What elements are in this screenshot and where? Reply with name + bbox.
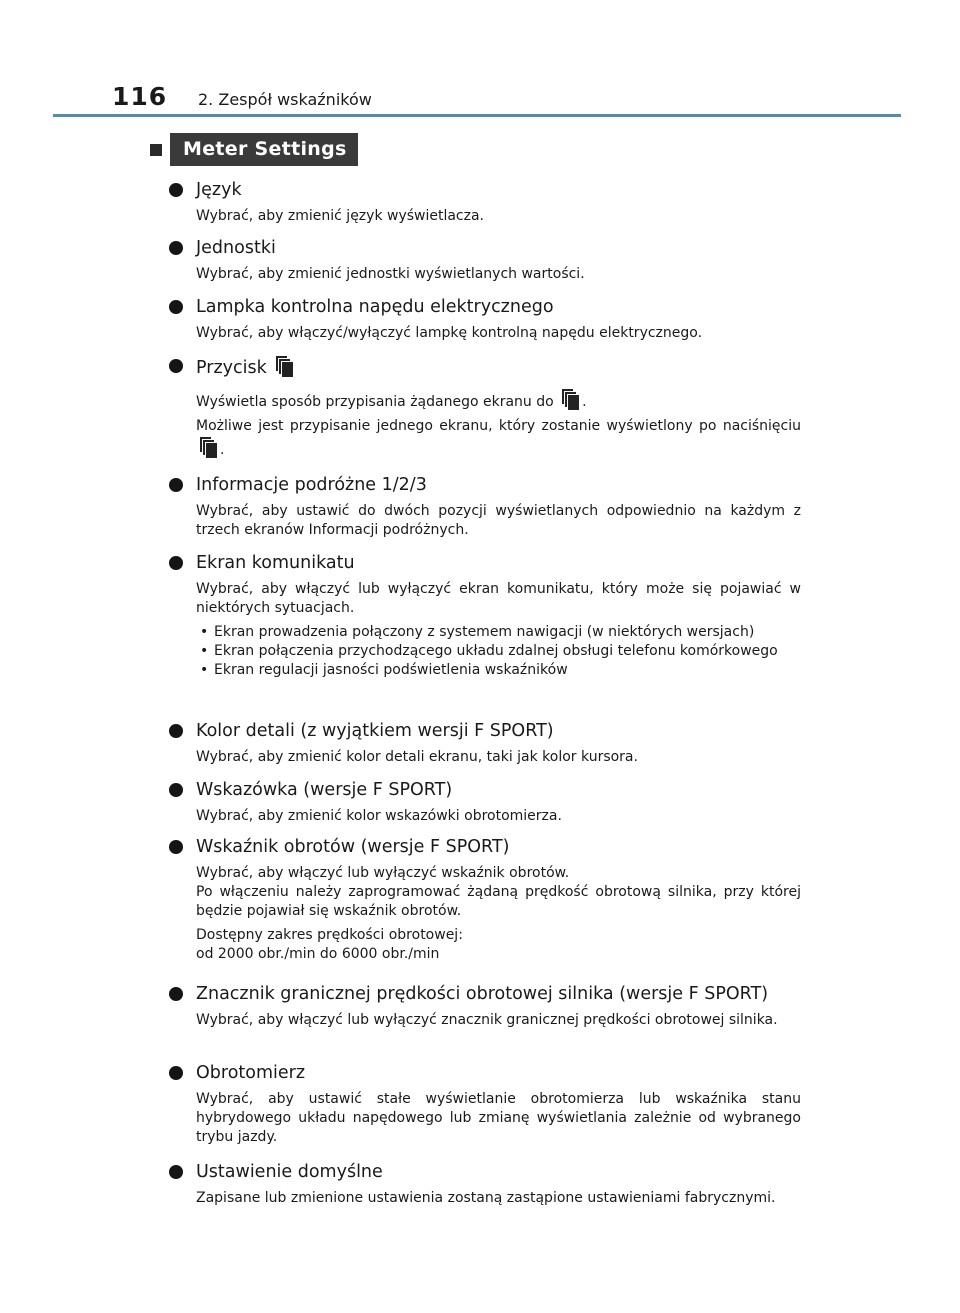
bullet-icon: [169, 359, 183, 373]
screens-icon: [561, 388, 579, 410]
item-description: Wybrać, aby zmienić język wyświetlacza.: [196, 208, 485, 224]
desc-text: Dostępny zakres prędkości obrotowej:: [196, 927, 463, 943]
item-title: Jednostki: [196, 238, 276, 258]
list-item: [169, 179, 801, 226]
list-item: [169, 1062, 801, 1147]
list-item: [169, 296, 801, 343]
section-heading: [150, 133, 358, 166]
desc-text: od 2000 obr./min do 6000 obr./min: [196, 946, 440, 962]
bullet-icon: [169, 478, 183, 492]
desc-text: .: [582, 394, 587, 410]
item-description: Wybrać, aby ustawić stałe wyświetlanie obrotomierza lub wskaźnika stanu hybrydowego układu napędowego lub zmianę wyświetlania zależnie od wybranego trybu jazdy.: [196, 1091, 801, 1145]
list-item: [169, 779, 801, 826]
sub-bullet-list: [196, 623, 801, 680]
desc-text: Po włączeniu należy zaprogramować żądaną prędkość obrotową silnika, przy której będzie pojawiał się wskaźnik obrotów.: [196, 884, 801, 919]
item-description: Wybrać, aby zmienić jednostki wyświetlanych wartości.: [196, 266, 585, 282]
bullet-icon: [169, 724, 183, 738]
list-item: [169, 237, 801, 284]
list-item: [169, 474, 801, 540]
item-description: [196, 388, 801, 460]
desc-text: Wybrać, aby włączyć lub wyłączyć wskaźnik obrotów.: [196, 865, 570, 881]
sub-bullet-item: • Ekran połączenia przychodzącego układu zdalnej obsługi telefonu komórkowego: [196, 642, 801, 661]
bullet-icon: [169, 183, 183, 197]
list-item: [169, 836, 801, 969]
desc-text: Wyświetla sposób przypisania żądanego ekranu do: [196, 394, 554, 410]
item-description: Zapisane lub zmienione ustawienia zostaną zastąpione ustawieniami fabrycznymi.: [196, 1190, 776, 1206]
bullet-icon: [169, 1165, 183, 1179]
meter-settings-banner: Meter Settings: [170, 133, 358, 166]
item-title: Wskazówka (wersje F SPORT): [196, 780, 453, 800]
screens-icon: [275, 355, 293, 377]
desc-text: Wybrać, aby włączyć lub wyłączyć ekran komunikatu, który może się pojawiać w niektórych sytuacjach.: [196, 581, 801, 616]
item-description: [196, 864, 801, 964]
bullet-icon: [169, 783, 183, 797]
bullet-icon: [169, 300, 183, 314]
square-bullet-icon: [150, 144, 162, 156]
item-title: Informacje podróżne 1/2/3: [196, 475, 427, 495]
list-item: [169, 720, 801, 767]
item-title: [196, 355, 801, 379]
list-item: [169, 983, 801, 1030]
sub-bullet-item: • Ekran prowadzenia połączony z systemem nawigacji (w niektórych wersjach): [196, 623, 801, 642]
screens-icon: [199, 436, 217, 458]
bullet-icon: [169, 1066, 183, 1080]
bullet-icon: [169, 840, 183, 854]
sub-bullet-item: • Ekran regulacji jasności podświetlenia wskaźników: [196, 661, 801, 680]
bullet-icon: [169, 987, 183, 1001]
page-header: [112, 82, 372, 111]
item-description: Wybrać, aby włączyć lub wyłączyć znacznik granicznej prędkości obrotowej silnika.: [196, 1012, 778, 1028]
item-title: Język: [196, 180, 242, 200]
item-title-text: Przycisk: [196, 358, 267, 378]
item-description: Wybrać, aby włączyć/wyłączyć lampkę kontrolną napędu elektrycznego.: [196, 325, 703, 341]
item-title: Wskaźnik obrotów (wersje F SPORT): [196, 837, 510, 857]
item-title: Znacznik granicznej prędkości obrotowej silnika (wersje F SPORT): [196, 984, 769, 1004]
item-title: Obrotomierz: [196, 1063, 306, 1083]
item-description: Wybrać, aby zmienić kolor detali ekranu, taki jak kolor kursora.: [196, 749, 638, 765]
item-description: Wybrać, aby zmienić kolor wskazówki obrotomierza.: [196, 808, 562, 824]
desc-text: Możliwe jest przypisanie jednego ekranu, który zostanie wyświetlony po naciśnięciu: [196, 418, 801, 434]
list-item: [169, 552, 801, 680]
list-item: [169, 1161, 801, 1208]
page-number: 116: [112, 82, 168, 111]
list-item: [169, 355, 801, 465]
bullet-icon: [169, 556, 183, 570]
section-title: 2. Zespół wskaźników: [198, 90, 372, 109]
item-title: Ekran komunikatu: [196, 553, 355, 573]
item-description: [196, 580, 801, 680]
item-description: Wybrać, aby ustawić do dwóch pozycji wyświetlanych odpowiednio na każdym z trzech ekranów Informacji podróżnych.: [196, 503, 801, 538]
item-title: Ustawienie domyślne: [196, 1162, 383, 1182]
item-title: Kolor detali (z wyjątkiem wersji F SPORT): [196, 721, 554, 741]
desc-text: .: [220, 442, 225, 458]
header-rule: [53, 114, 901, 117]
item-title: Lampka kontrolna napędu elektrycznego: [196, 297, 554, 317]
bullet-icon: [169, 241, 183, 255]
